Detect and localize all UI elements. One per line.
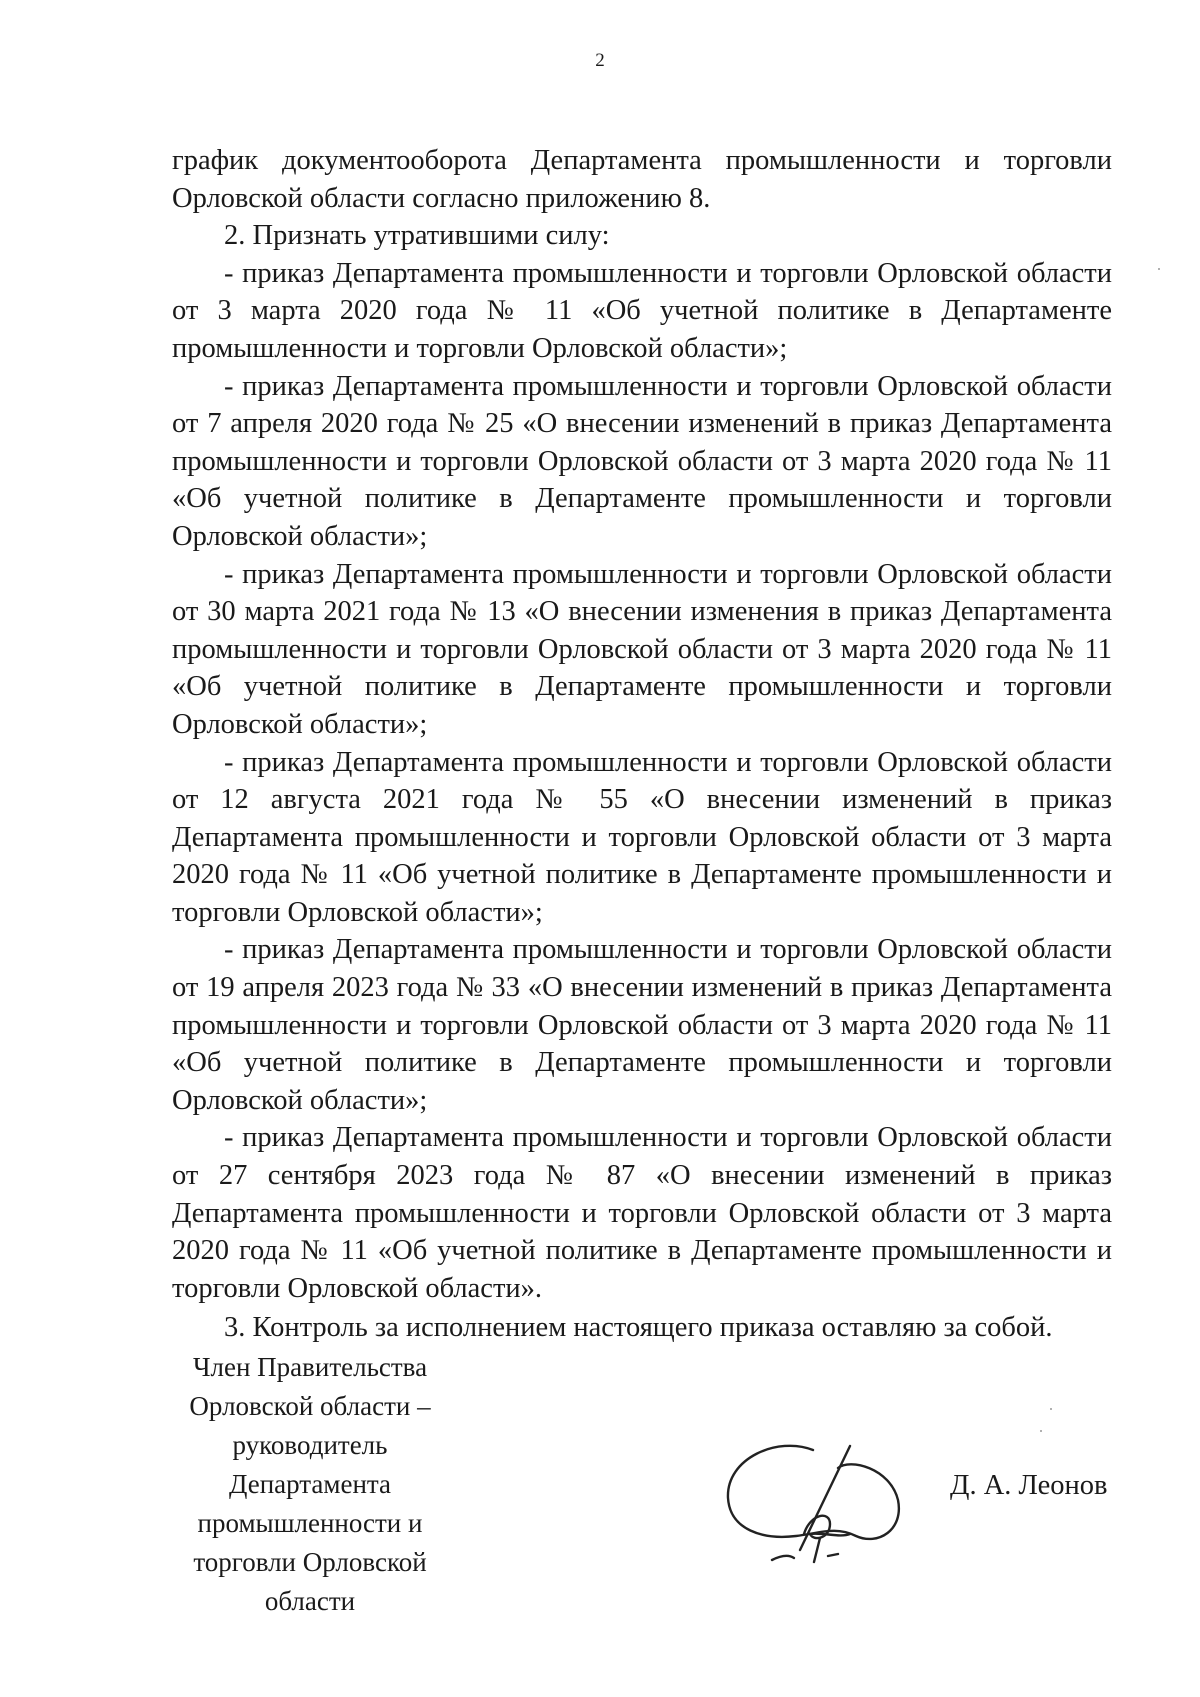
signer-title-line: Орловской области – (189, 1391, 431, 1421)
scan-speck (1040, 1430, 1042, 1432)
repealed-order-6: - приказ Департамента промышленности и торговли Орловской области от 27 сентября 2023 года № 87 «О внесении изменений в приказ Департамента промышленности и торговли Орловской области от 3 марта 2020 года № 11 «Об учетной политике в Департаменте промышленности и торговли Орловской области». (172, 1122, 1112, 1304)
signer-title-line: руководитель (232, 1430, 388, 1460)
repealed-order-4: - приказ Департамента промышленности и торговли Орловской области от 12 августа 2021 года № 55 «О внесении изменений в приказ Департамента промышленности и торговли Орловской области от 3 марта 2020 года № 11 «Об учетной политике в Департаменте промышленности и торговли Орловской области»; (172, 746, 1112, 928)
page-number: 2 (595, 50, 605, 71)
repealed-order-2: - приказ Департамента промышленности и торговли Орловской области от 7 апреля 2020 года № 25 «О внесении изменений в приказ Департамента промышленности и торговли Орловской области от 3 марта 2020 года № 11 «Об учетной политике в Департаменте промышленности и торговли Орловской области»; (172, 370, 1112, 552)
signature-icon (718, 1438, 908, 1568)
signer-title-line: промышленности и (197, 1508, 423, 1538)
document-body (172, 142, 1112, 1347)
paragraph-item-3: 3. Контроль за исполнением настоящего приказа оставляю за собой. (224, 1312, 1053, 1344)
signer-title-line: Департамента (228, 1469, 392, 1499)
paragraph-item-2: 2. Признать утратившими силу: (224, 220, 610, 252)
signer-title-line: Член Правительства (192, 1352, 428, 1382)
repealed-order-5: - приказ Департамента промышленности и торговли Орловской области от 19 апреля 2023 года № 33 «О внесении изменений в приказ Департамента промышленности и торговли Орловской области от 3 марта 2020 года № 11 «Об учетной политике в Департаменте промышленности и торговли Орловской области»; (172, 934, 1112, 1116)
repealed-order-3: - приказ Департамента промышленности и торговли Орловской области от 30 марта 2021 года № 13 «О внесении изменения в приказ Департамента промышленности и торговли Орловской области от 3 марта 2020 года № 11 «Об учетной политике в Департаменте промышленности и торговли Орловской области»; (172, 558, 1112, 740)
repealed-order-1: - приказ Департамента промышленности и торговли Орловской области от 3 марта 2020 года № 11 «Об учетной политике в Департаменте промышленности и торговли Орловской области»; (172, 257, 1112, 364)
signer-title-line: торговли Орловской (193, 1547, 427, 1577)
scan-speck (1158, 268, 1160, 270)
signer-title-block (160, 1348, 460, 1621)
signer-name: Д. А. Леонов (950, 1470, 1108, 1501)
signer-title-line: области (264, 1586, 356, 1616)
paragraph-continuation: график документооборота Департамента промышленности и торговли Орловской области согласно приложению 8. (172, 145, 1112, 214)
scan-speck (1050, 1408, 1052, 1410)
